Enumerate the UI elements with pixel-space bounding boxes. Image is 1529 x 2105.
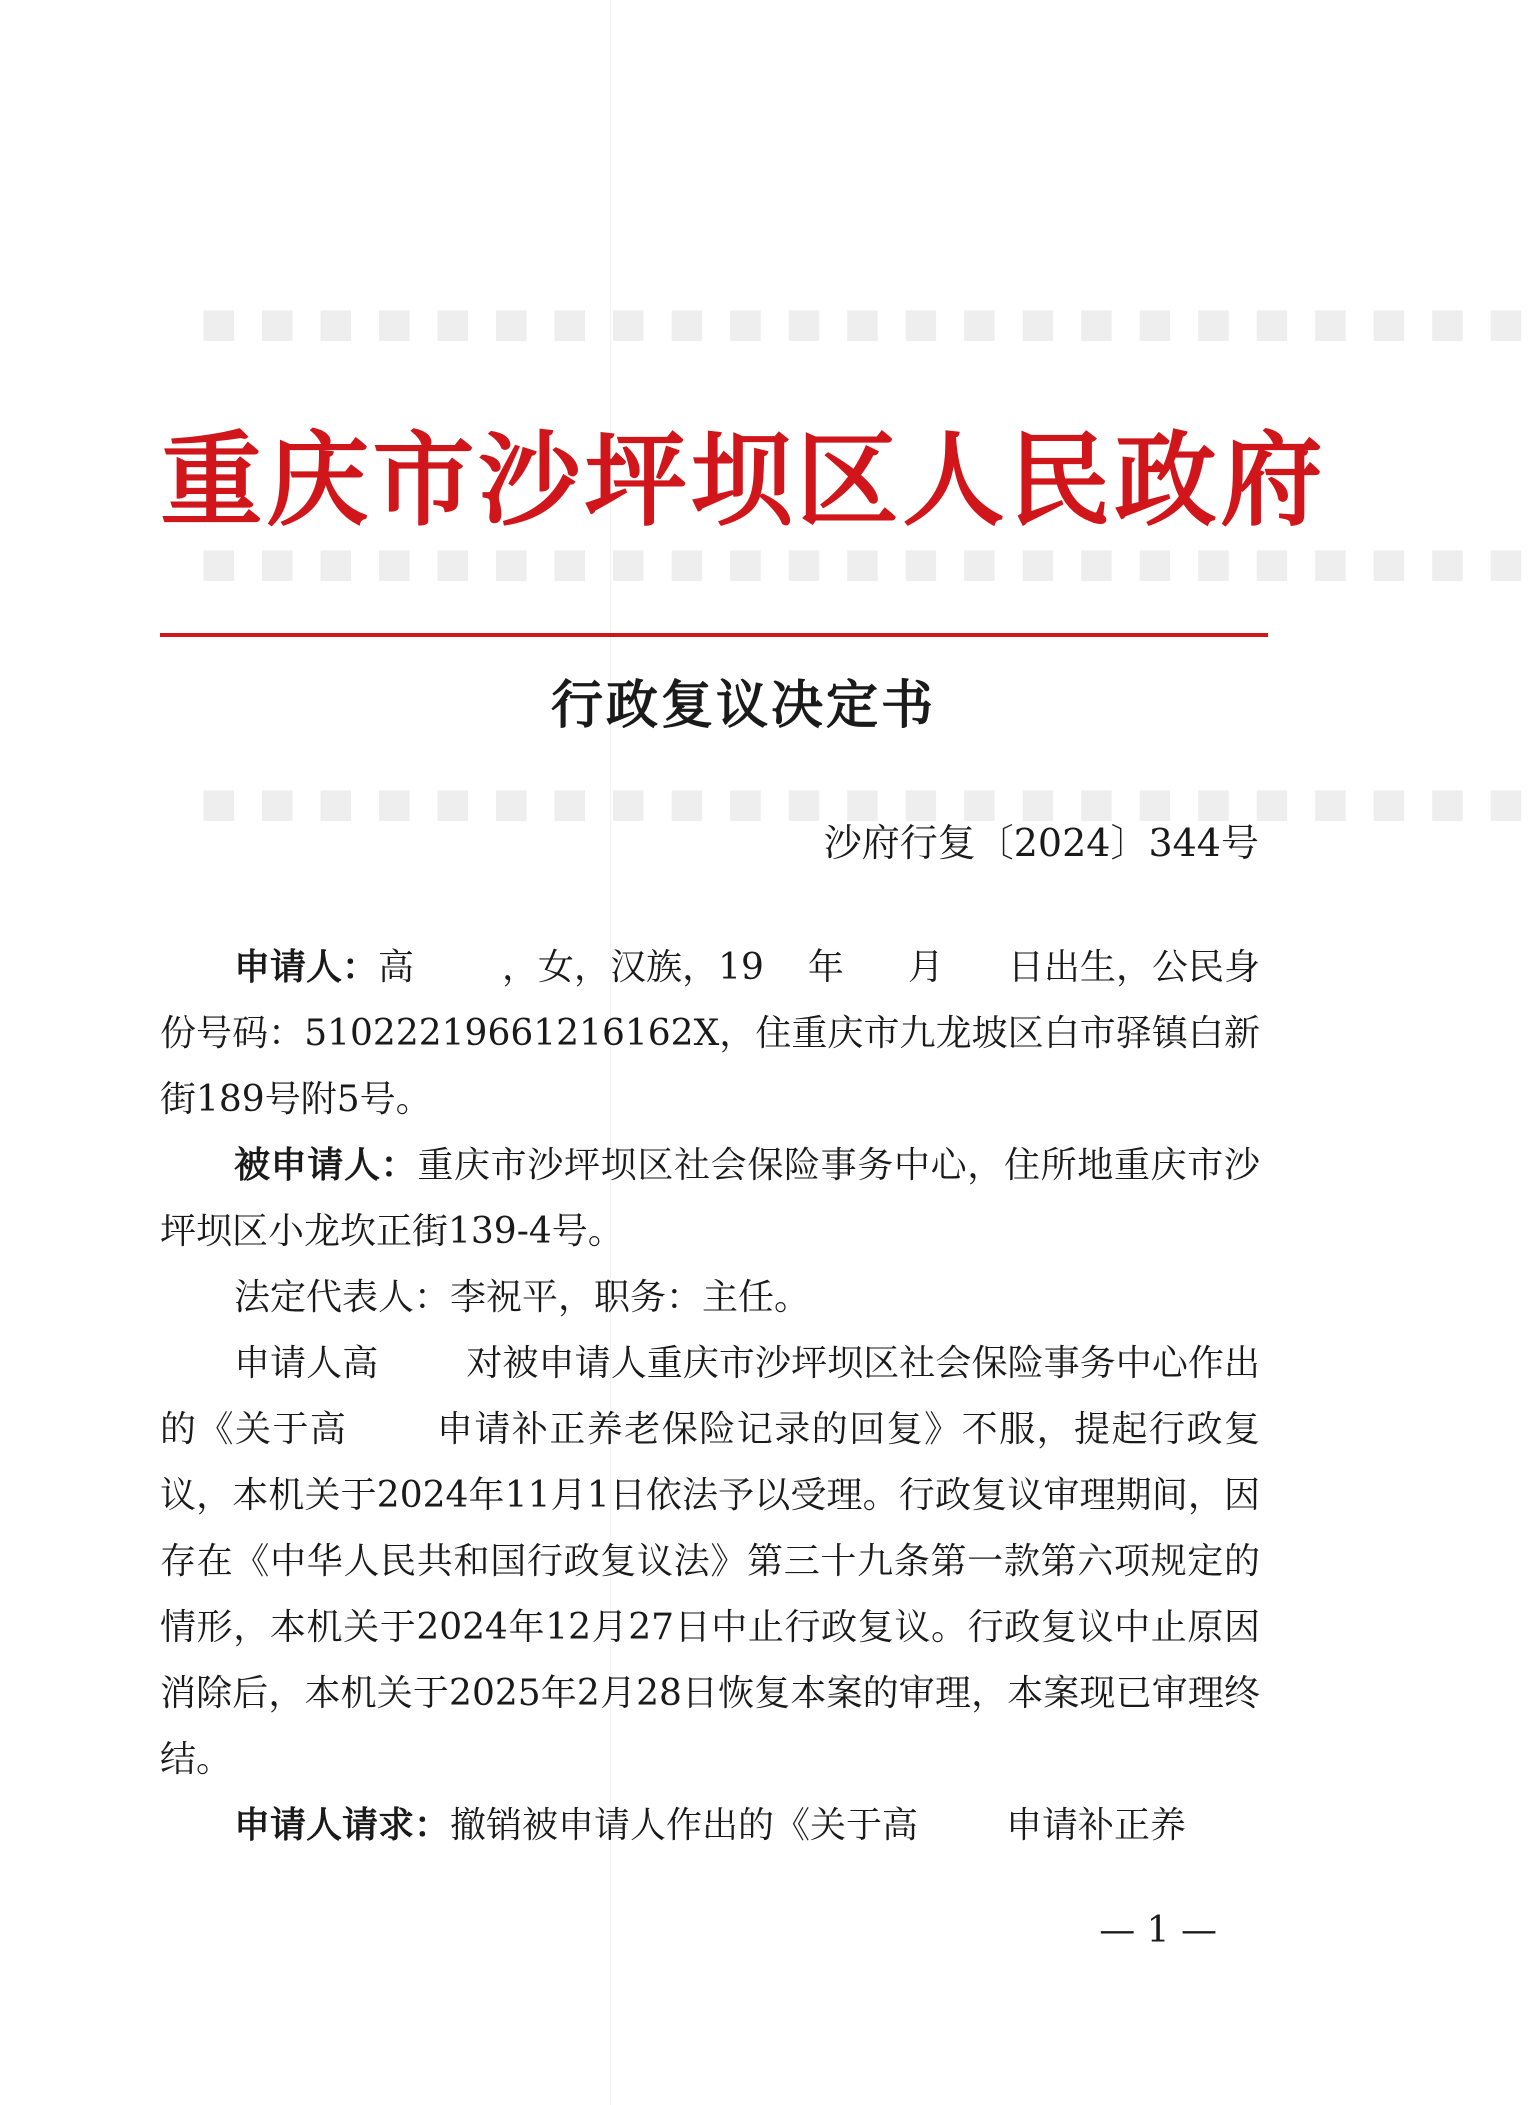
redaction-block bbox=[944, 952, 1008, 988]
request-paragraph bbox=[160, 1793, 1260, 1859]
redaction-block bbox=[764, 952, 808, 988]
applicant-id-address: 日出生，公民身份号码：51022219661216162X，住重庆市九龙坡区白市驿镇白新街189号附5号。 bbox=[160, 947, 1260, 1120]
case-text: 对被申请人重庆市沙坪坝区社会保险事务中心作出的《关于高 bbox=[160, 1343, 1260, 1450]
document-number: 沙府行复〔2024〕344号 bbox=[823, 821, 1259, 865]
applicant-details: ，女，汉族，19 bbox=[502, 947, 764, 988]
year-unit: 年 bbox=[807, 947, 844, 988]
redaction-block bbox=[844, 952, 908, 988]
month-unit: 月 bbox=[907, 947, 944, 988]
bleed-through-text: ■ ■ ■ ■ ■ ■ ■ ■ ■ ■ ■ ■ ■ ■ ■ ■ ■ ■ ■ ■ ■ ■ ■ bbox=[200, 300, 1529, 346]
redaction-block bbox=[414, 952, 502, 988]
respondent-details: 重庆市沙坪坝区社会保险事务中心，住所地重庆市沙坪坝区小龙坎正街139-4号。 bbox=[160, 1145, 1260, 1252]
case-text: 申请补正养老保险记录的回复》不服，提起行政复议，本机关于2024年11月1日依法予以受理。行政复议审理期间，因存在《中华人民共和国行政复议法》第三十九条第一款第六项规定的情形，本机关于2024年12月27日中止行政复议。行政复议中止原因消除后，本机关于2025年2月28日恢复本案的审理，本案现已审理终结。 bbox=[160, 1409, 1260, 1780]
applicant-name: 高 bbox=[378, 947, 415, 988]
request-label: 申请人请求： bbox=[234, 1805, 451, 1846]
redaction-block bbox=[347, 1414, 435, 1450]
redaction-block bbox=[378, 1348, 466, 1384]
bleed-through-text: ■ ■ ■ ■ ■ ■ ■ ■ ■ ■ ■ ■ ■ ■ ■ ■ ■ ■ ■ ■ ■ ■ ■ bbox=[200, 540, 1529, 586]
request-text: 撤销被申请人作出的《关于高 bbox=[450, 1805, 919, 1846]
legal-representative: 法定代表人：李祝平，职务：主任。 bbox=[234, 1277, 811, 1318]
applicant-paragraph bbox=[160, 935, 1260, 1133]
red-header-rule bbox=[160, 633, 1268, 637]
respondent-label: 被申请人： bbox=[234, 1145, 418, 1186]
applicant-label: 申请人： bbox=[234, 947, 379, 988]
case-history-paragraph bbox=[160, 1331, 1260, 1793]
page-number: — 1 — bbox=[1099, 1910, 1217, 1951]
case-text: 申请人高 bbox=[234, 1343, 379, 1384]
agency-header: 重庆市沙坪坝区人民政府 bbox=[160, 421, 1327, 541]
respondent-paragraph bbox=[160, 1133, 1260, 1265]
bleed-through-text: ■ ■ ■ ■ ■ ■ ■ ■ ■ ■ ■ ■ ■ ■ ■ ■ ■ ■ ■ ■ ■ ■ ■ bbox=[200, 780, 1529, 826]
redaction-block bbox=[918, 1810, 1006, 1846]
document-body bbox=[160, 935, 1260, 1859]
request-text: 申请补正养 bbox=[1006, 1805, 1187, 1846]
document-title: 行政复议决定书 bbox=[550, 675, 936, 736]
